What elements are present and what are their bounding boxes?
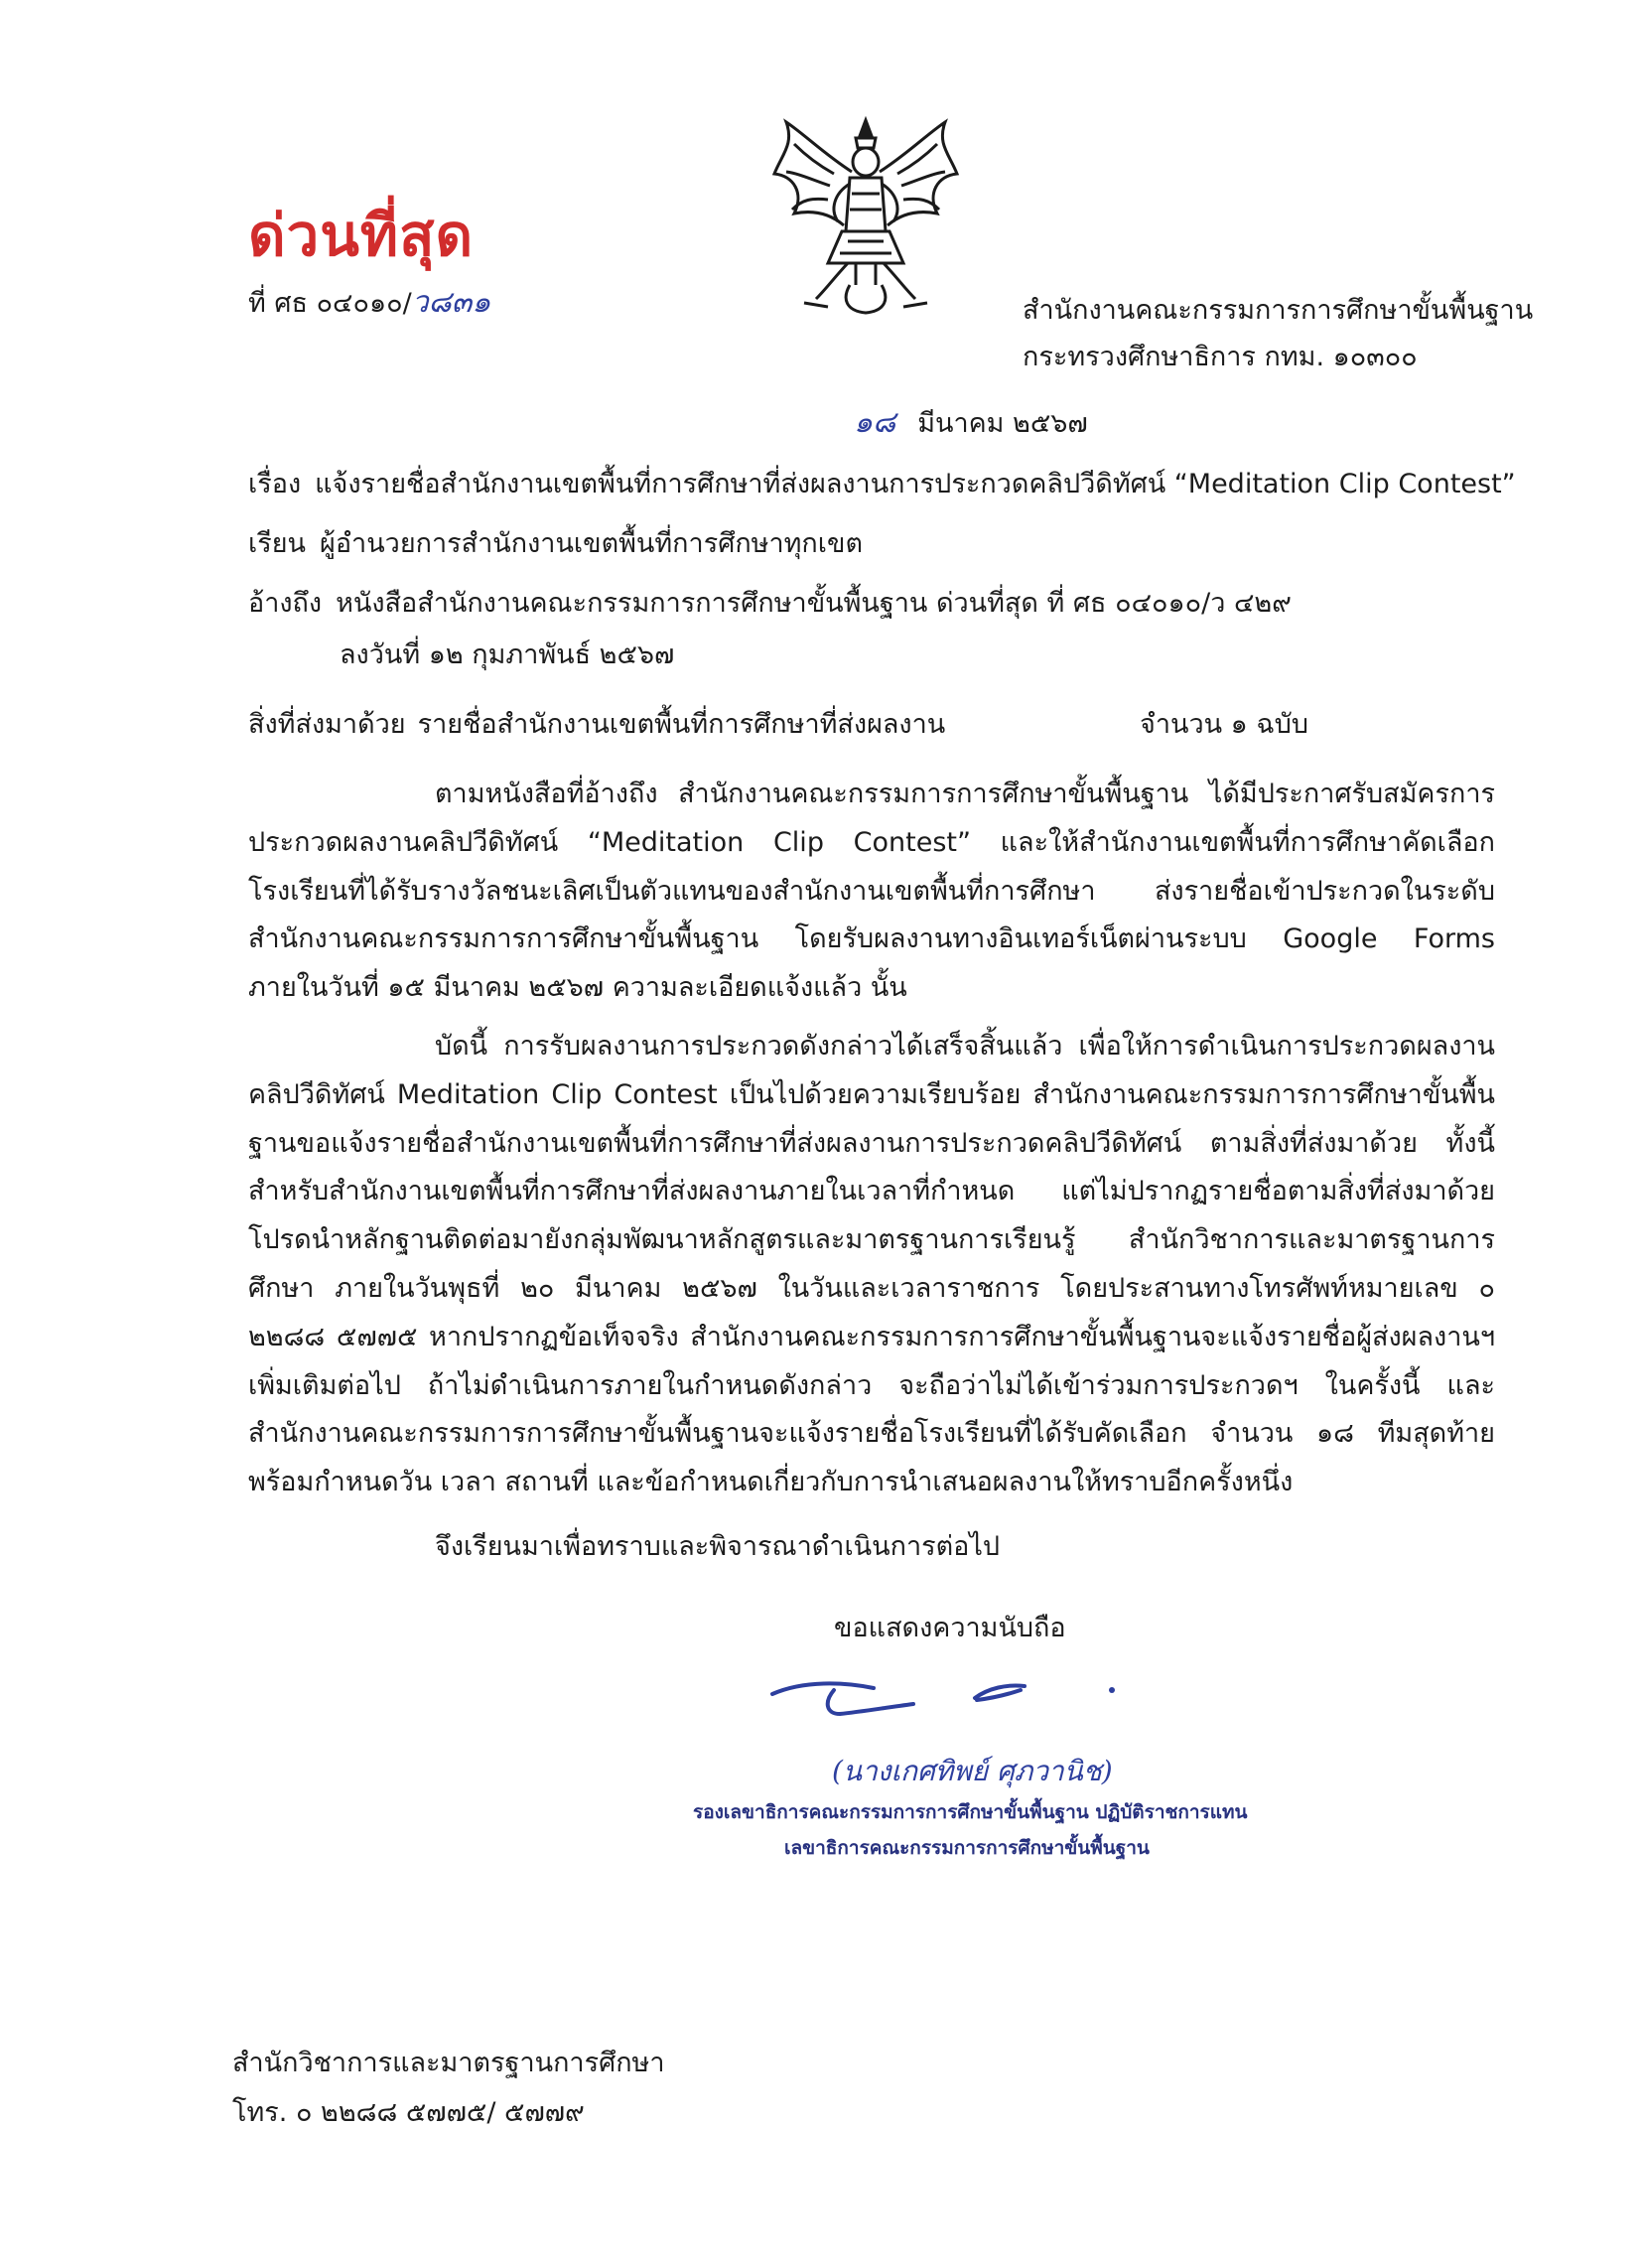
reference-label: ที่ ศธ ๐๔๐๑๐/ bbox=[248, 288, 412, 319]
reference-number bbox=[248, 285, 490, 322]
date-handwritten-day: ๑๘ bbox=[854, 405, 896, 440]
subject-line bbox=[248, 467, 1516, 502]
org-name: สำนักงานคณะกรรมการการศึกษาขั้นพื้นฐาน bbox=[1023, 295, 1534, 326]
enclosure-quantity: จำนวน ๑ ฉบับ bbox=[1140, 709, 1309, 740]
garuda-emblem-icon bbox=[764, 114, 968, 318]
body-paragraph-1-text: ตามหนังสือที่อ้างถึง สำนักงานคณะกรรมการการศึกษาขั้นพื้นฐาน ได้มีประกาศรับสมัครการประกวดผลงานคลิปวีดิทัศน์ “Meditation Clip Contest” และให้สำนักงานเขตพื้นที่การศึกษาคัดเลือกโรงเรียนที่ได้รับรางวัลชนะเลิศเป็นตัวแทนของสำนักงานเขตพื้นที่การศึกษา ส่งรายชื่อเข้าประกวดในระดับสำนักงานคณะกรรมการการศึกษาขั้นพื้นฐาน โดยรับผลงานทางอินเทอร์เน็ตผ่านระบบ Google Forms ภายในวันที่ ๑๕ มีนาคม ๒๕๖๗ ความละเอียดแจ้งแล้ว นั้น bbox=[248, 779, 1495, 1004]
urgency-stamp: ด่วนที่สุด bbox=[248, 202, 475, 269]
reference-date-line: ลงวันที่ ๑๒ กุมภาพันธ์ ๒๕๖๗ bbox=[340, 639, 675, 670]
footer-office: สำนักวิชาการและมาตรฐานการศึกษา bbox=[232, 2048, 665, 2078]
signer-title-line-1: รองเลขาธิการคณะกรรมการการศึกษาขั้นพื้นฐาน ปฏิบัติราชการแทน bbox=[693, 1801, 1248, 1823]
handwritten-signature bbox=[764, 1668, 1122, 1738]
reference-line bbox=[248, 586, 1292, 622]
footer-phone: โทร. ๐ ๒๒๘๘ ๕๗๗๕/ ๕๗๗๙ bbox=[232, 2097, 585, 2128]
reference-cite-text: หนังสือสำนักงานคณะกรรมการการศึกษาขั้นพื้นฐาน ด่วนที่สุด ที่ ศธ ๐๔๐๑๐/ว ๔๒๙ bbox=[336, 588, 1292, 619]
recipient-label: เรียน bbox=[248, 528, 307, 559]
closing-line: จึงเรียนมาเพื่อทราบและพิจารณาดำเนินการต่อไป bbox=[435, 1531, 1001, 1562]
recipient-line bbox=[248, 526, 863, 562]
letter-date bbox=[854, 405, 1088, 442]
enclosure-text: รายชื่อสำนักงานเขตพื้นที่การศึกษาที่ส่งผลงาน bbox=[417, 709, 946, 740]
recipient-text: ผู้อำนวยการสำนักงานเขตพื้นที่การศึกษาทุกเขต bbox=[320, 528, 864, 559]
enclosure-line bbox=[248, 707, 945, 743]
body-paragraph-1 bbox=[248, 771, 1495, 1013]
subject-label: เรื่อง bbox=[248, 469, 302, 499]
date-month-year: มีนาคม ๒๕๖๗ bbox=[917, 408, 1088, 439]
body-paragraph-2-text: บัดนี้ การรับผลงานการประกวดดังกล่าวได้เสร็จสิ้นแล้ว เพื่อให้การดำเนินการประกวดผลงานคลิปวีดิทัศน์ Meditation Clip Contest เป็นไปด้วยความเรียบร้อย สำนักงานคณะกรรมการการศึกษาขั้นพื้นฐานขอแจ้งรายชื่อสำนักงานเขตพื้นที่การศึกษาที่ส่งผลงานการประกวดคลิปวีดิทัศน์ ตามสิ่งที่ส่งมาด้วย ทั้งนี้ สำหรับสำนักงานเขตพื้นที่การศึกษาที่ส่งผลงานภายในเวลาที่กำหนด แต่ไม่ปรากฏรายชื่อตามสิ่งที่ส่งมาด้วย โปรดนำหลักฐานติดต่อมายังกลุ่มพัฒนาหลักสูตรและมาตรฐานการเรียนรู้ สำนักวิชาการและมาตรฐานการศึกษา ภายในวันพุธที่ ๒๐ มีนาคม ๒๕๖๗ ในวันและเวลาราชการ โดยประสานทางโทรศัพท์หมายเลข ๐ ๒๒๘๘ ๕๗๗๕ หากปรากฏข้อเท็จจริง สำนักงานคณะกรรมการการศึกษาขั้นพื้นฐานจะแจ้งรายชื่อผู้ส่งผลงานฯ เพิ่มเติมต่อไป ถ้าไม่ดำเนินการภายในกำหนดดังกล่าว จะถือว่าไม่ได้เข้าร่วมการประกวดฯ ในครั้งนี้ และสำนักงานคณะกรรมการการศึกษาขั้นพื้นฐานจะแจ้งรายชื่อโรงเรียนที่ได้รับคัดเลือก จำนวน ๑๘ ทีมสุดท้าย พร้อมกำหนดวัน เวลา สถานที่ และข้อกำหนดเกี่ยวกับการนำเสนอผลงานให้ทราบอีกครั้งหนึ่ง bbox=[248, 1031, 1495, 1498]
subject-text: แจ้งรายชื่อสำนักงานเขตพื้นที่การศึกษาที่ส่งผลงานการประกวดคลิปวีดิทัศน์ “Meditation Clip Contest” bbox=[315, 469, 1516, 499]
signer-title-line-2: เลขาธิการคณะกรรมการการศึกษาขั้นพื้นฐาน bbox=[784, 1837, 1150, 1859]
org-address: กระทรวงศึกษาธิการ กทม. ๑๐๓๐๐ bbox=[1023, 342, 1418, 372]
reference-cite-label: อ้างถึง bbox=[248, 588, 323, 619]
reference-handwritten-number: ว๘๓๑ bbox=[411, 285, 491, 320]
body-paragraph-2 bbox=[248, 1023, 1495, 1507]
signer-name: (นางเกศทิพย์ ศุภวานิช) bbox=[832, 1755, 1113, 1787]
enclosure-label: สิ่งที่ส่งมาด้วย bbox=[248, 709, 406, 740]
salutation: ขอแสดงความนับถือ bbox=[834, 1613, 1066, 1643]
